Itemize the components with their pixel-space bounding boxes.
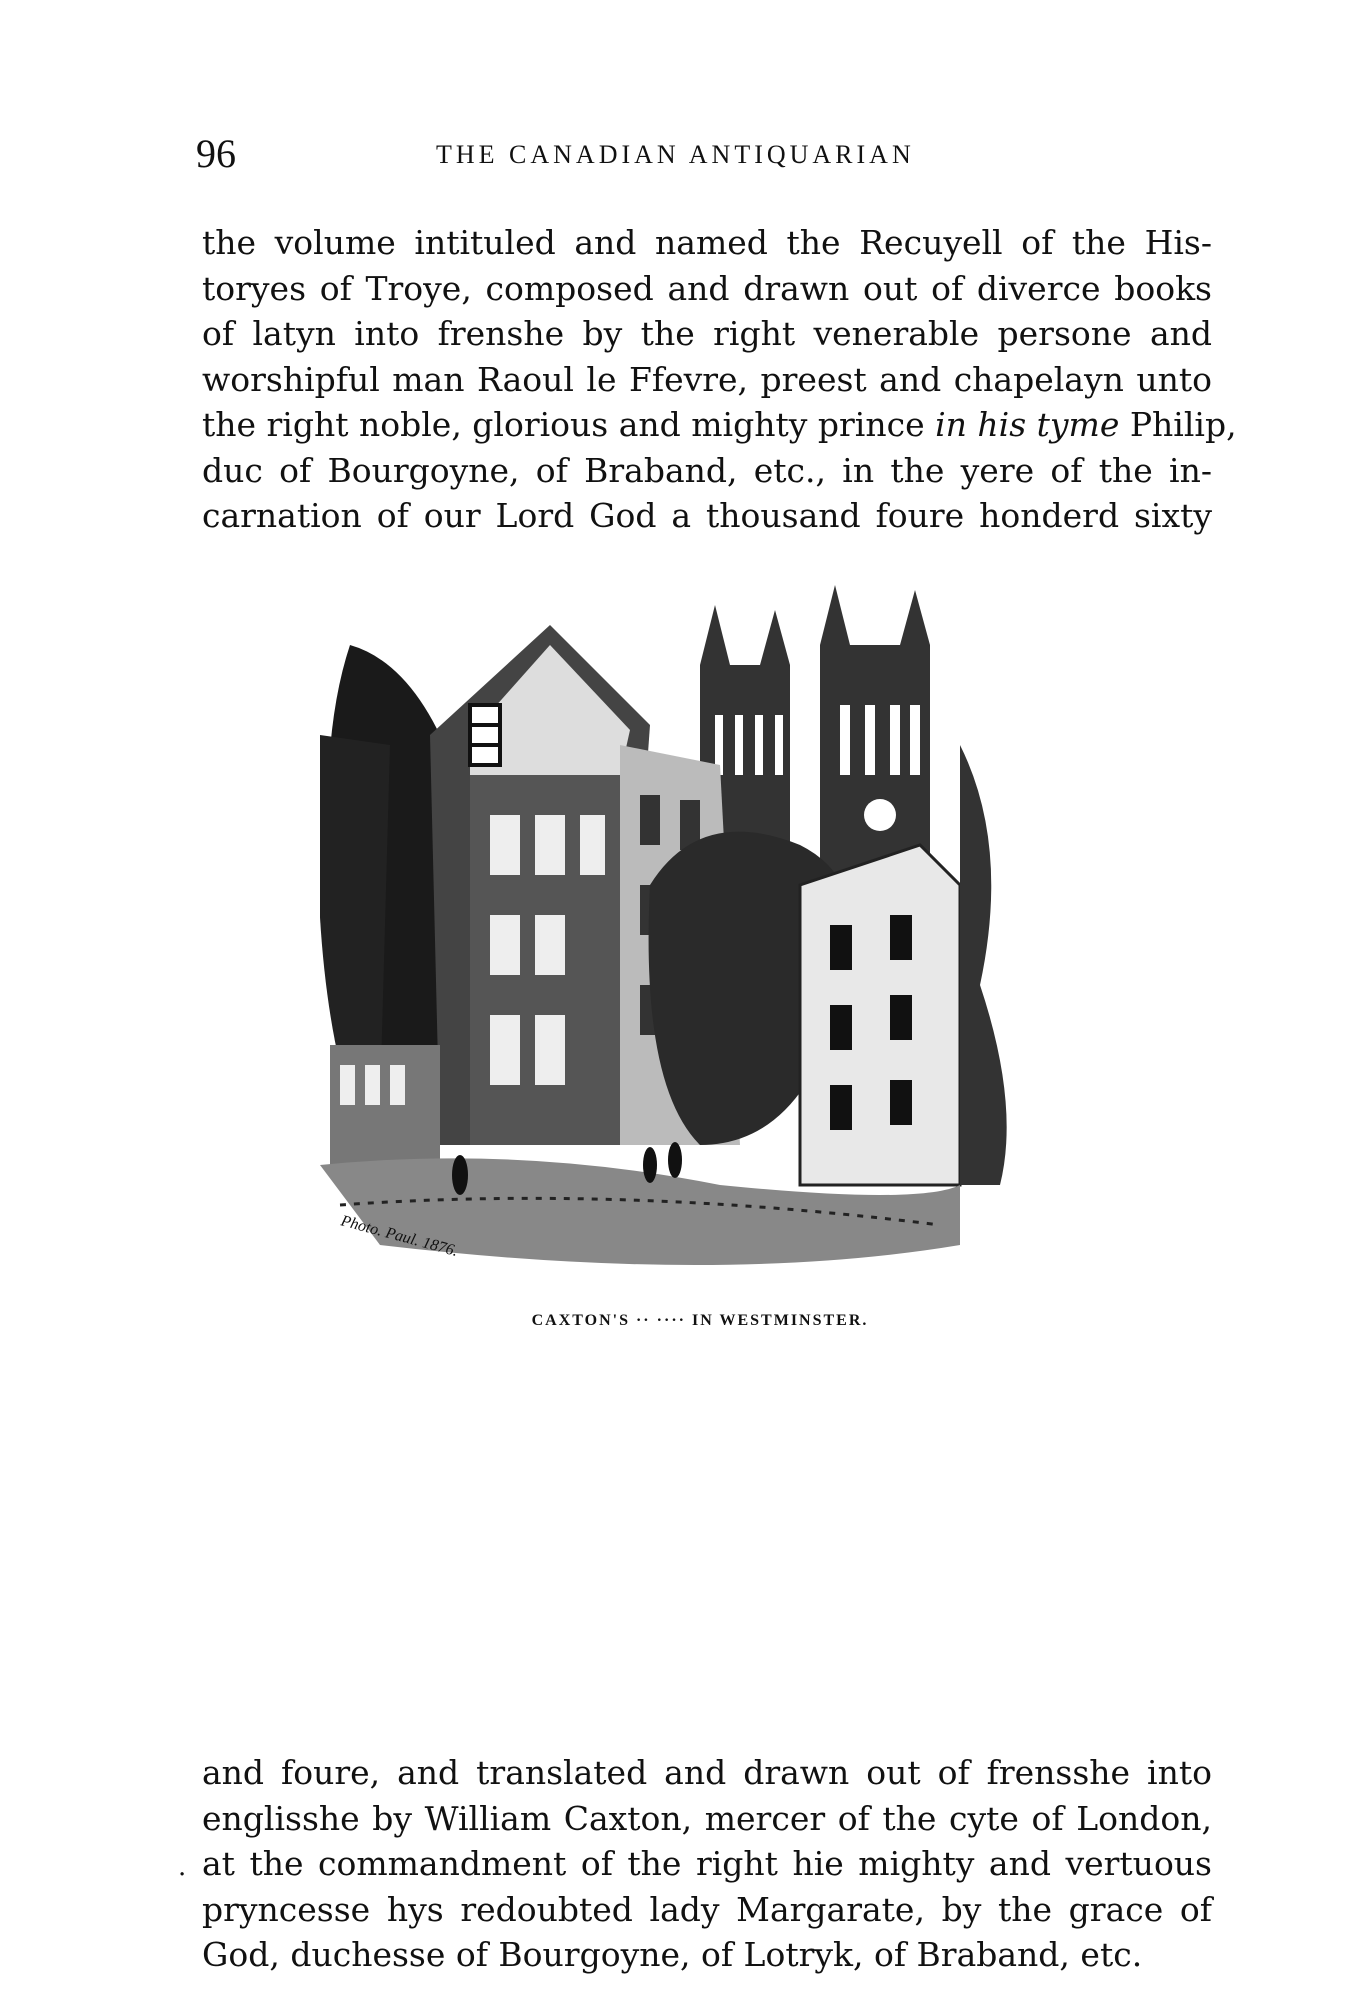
text-line: pryncesse hys redoubted lady Margarate, by the grace of [202, 1889, 1212, 1929]
text-line: God, duchesse of Bourgoyne, of Lotryk, of Braband, etc. [202, 1935, 1143, 1974]
page-number: 96 [196, 131, 236, 176]
text-line: duc of Bourgoyne, of Braband, etc., in the yere of the in- [202, 450, 1212, 490]
text-line: at the commandment of the right hie mighty and vertuous [202, 1844, 1212, 1883]
page-header [196, 130, 1216, 190]
engraving-drawing [320, 585, 1120, 1295]
text-line: the volume intituled and named the Recuyell of the His- [202, 223, 1212, 262]
text-line: worshipful man Raoul le Ffevre, preest and chapelayn unto [202, 359, 1212, 399]
text-line: carnation of our Lord God a thousand foure honderd sixty [202, 496, 1212, 535]
text-line: toryes of Troye, composed and drawn out of diverce books [202, 268, 1212, 308]
engraving-illustration [320, 585, 1120, 1295]
body-text-top [202, 220, 1237, 539]
text-line: of latyn into frenshe by the right venerable persone and [202, 314, 1212, 353]
body-text-bottom [202, 1750, 1212, 1978]
margin-mark: · [178, 1860, 187, 1890]
text-line: englisshe by William Caxton, mercer of the cyte of London, [202, 1798, 1212, 1838]
running-head: THE CANADIAN ANTIQUARIAN [436, 140, 915, 169]
illustration-caption: CAXTON'S ·· ···· IN WESTMINSTER. [531, 1312, 869, 1329]
engraver-signature: Photo. Paul. 1876. [338, 1212, 460, 1261]
text-line: the right noble, glorious and mighty prince in his tyme Philip, [202, 405, 1237, 444]
text-line: and foure, and translated and drawn out of frensshe into [202, 1753, 1212, 1792]
